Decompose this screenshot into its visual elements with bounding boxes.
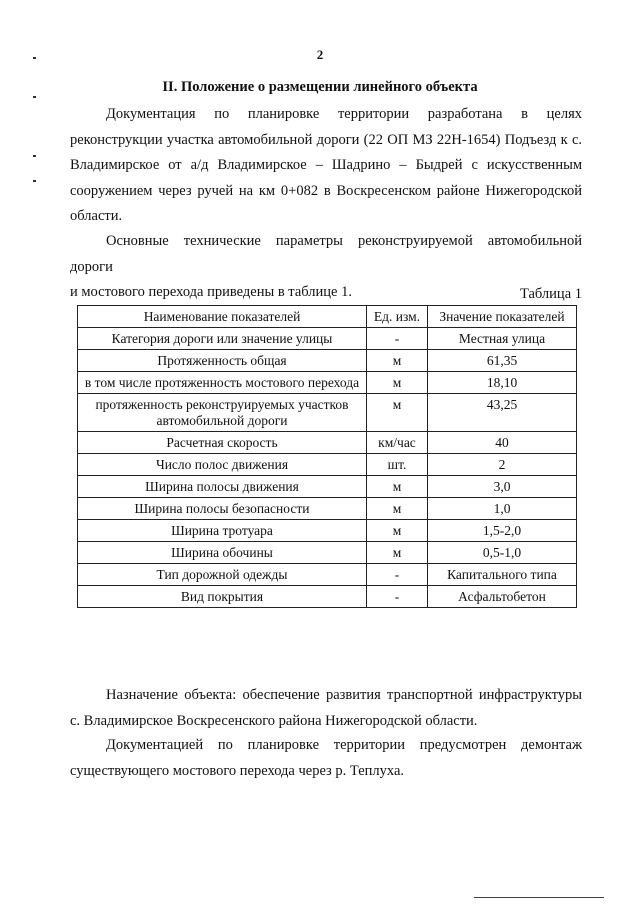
cell-name: в том числе протяженность мостового перехода	[78, 372, 367, 394]
paragraph-line: Назначение объекта: обеспечение развития транспортной инфраструктуры	[106, 687, 582, 703]
paragraph-line: сооружением через ручей на км 0+082 в Воскресенском районе Нижегородской	[70, 182, 582, 199]
paragraph-line: и мостового перехода приведены в таблице 1.	[70, 284, 352, 300]
cell-value: Капитального типа	[428, 564, 577, 586]
section-heading: II. Положение о размещении линейного объекта	[162, 79, 478, 95]
table-header-row	[78, 306, 577, 328]
paragraph-purpose	[70, 102, 582, 230]
table-row	[78, 454, 577, 476]
cell-unit: шт.	[367, 454, 428, 476]
header-cell-value: Значение показателей	[428, 306, 577, 328]
table-row	[78, 564, 577, 586]
table-row	[78, 476, 577, 498]
paragraph-line: с. Владимирское Воскресенского района Нижегородской области.	[70, 712, 478, 729]
header-cell-name: Наименование показателей	[78, 306, 367, 328]
table-row	[78, 350, 577, 372]
cell-unit: -	[367, 328, 428, 350]
cell-unit: м	[367, 498, 428, 520]
table-row	[78, 498, 577, 520]
cell-unit: м	[367, 394, 428, 432]
cell-name: Ширина полосы безопасности	[78, 498, 367, 520]
table-row	[78, 372, 577, 394]
scan-mark	[33, 96, 36, 98]
cell-value: 40	[428, 432, 577, 454]
cell-unit: м	[367, 372, 428, 394]
cell-unit: м	[367, 542, 428, 564]
cell-name: Число полос движения	[78, 454, 367, 476]
paragraph-line: существующего мостового перехода через р. Теплуха.	[70, 762, 405, 779]
cell-unit: м	[367, 476, 428, 498]
cell-unit: м	[367, 350, 428, 372]
paragraph-line: Документацией по планировке территории предусмотрен демонтаж	[106, 737, 582, 753]
table-row	[78, 542, 577, 564]
scan-mark	[33, 180, 36, 182]
paragraph-object-purpose	[70, 683, 582, 734]
scan-mark	[33, 155, 36, 157]
paragraph-line: области.	[70, 208, 123, 224]
cell-value: 61,35	[428, 350, 577, 372]
cell-value: 1,5-2,0	[428, 520, 577, 542]
table-row	[78, 432, 577, 454]
cell-unit: м	[367, 520, 428, 542]
cell-value: 1,0	[428, 498, 577, 520]
cell-unit: -	[367, 586, 428, 608]
paragraph-line: Владимирское от а/д Владимирское – Шадрино – Быдрей с искусственным	[70, 157, 582, 173]
cell-value: 2	[428, 454, 577, 476]
header-cell-unit: Ед. изм.	[367, 306, 428, 328]
cell-name: Протяженность общая	[78, 350, 367, 372]
cell-name: Расчетная скорость	[78, 432, 367, 454]
cell-value: Асфальтобетон	[428, 586, 577, 608]
cell-value: 18,10	[428, 372, 577, 394]
parameters-table	[77, 305, 577, 608]
cell-value: 0,5-1,0	[428, 542, 577, 564]
cell-name: протяженность реконструируемых участков автомобильной дороги	[78, 394, 367, 432]
cell-unit: км/час	[367, 432, 428, 454]
cell-unit: -	[367, 564, 428, 586]
cell-value: Местная улица	[428, 328, 577, 350]
paragraph-parameters-intro	[70, 229, 582, 306]
cell-name: Ширина обочины	[78, 542, 367, 564]
table-caption: Таблица 1	[519, 286, 582, 302]
table-row	[78, 586, 577, 608]
scan-edge-line	[474, 897, 604, 898]
cell-name: Тип дорожной одежды	[78, 564, 367, 586]
cell-value: 43,25	[428, 394, 577, 432]
cell-name: Вид покрытия	[78, 586, 367, 608]
cell-name: Ширина полосы движения	[78, 476, 367, 498]
cell-value: 3,0	[428, 476, 577, 498]
cell-name: Категория дороги или значение улицы	[78, 328, 367, 350]
table-row	[78, 520, 577, 542]
table-row	[78, 328, 577, 350]
paragraph-line: реконструкции участка автомобильной дороги (22 ОП МЗ 22Н-1654) Подъезд к с.	[70, 131, 582, 148]
paragraph-demolition	[70, 733, 582, 784]
scan-mark	[33, 57, 36, 59]
page-number: 2	[316, 47, 324, 62]
paragraph-line: Основные технические параметры реконструируемой автомобильной дороги	[70, 233, 582, 275]
paragraph-line: Документация по планировке территории разработана в целях	[106, 106, 582, 122]
cell-name: Ширина тротуара	[78, 520, 367, 542]
table-row	[78, 394, 577, 432]
